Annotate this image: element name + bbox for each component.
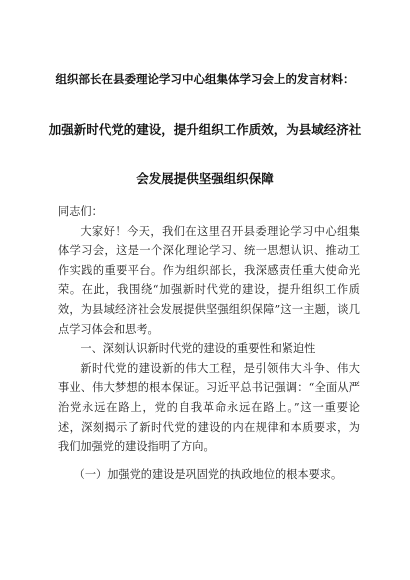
document-title-line-2: 加强新时代党的建设，提升组织工作质效，为县域经济社 [48,122,362,137]
salutation: 同志们： [58,205,103,218]
section-heading-1: 一、深刻认识新时代党的建设的重要性和紧迫性 [80,342,316,356]
subheading-1: （一）加强党的建设是巩固党的执政地位的根本要求。 [73,467,343,481]
document-title-line-1: 组织部长在县委理论学习中心组集体学习会上的发言材料： [55,72,355,86]
paragraph-section-1: 新时代党的建设新的伟大工程，是引领伟大斗争、伟大事业、伟大梦想的根本保证。习近平总书记强调：“全面从严治党永远在路上，党的自我革命永远在路上。”这一重要论述，深刻揭示了新时代党的建设的内在规律和本质要求，为我们加强党的建设指明了方向。 [58,361,360,454]
document-body [58,202,360,484]
paragraph-intro: 大家好！今天，我们在这里召开县委理论学习中心组集体学习会，这是一个深化理论学习、统一思想认识、推动工作实践的重要平台。作为组织部长，我深感责任重大使命光荣。在此，我围绕“加强新时代党的建设，提升组织工作质效，为县域经济社会发展提供坚强组织保障”这一主题，谈几点学习体会和思考。 [58,224,360,336]
document-title-line-3: 会发展提供坚强组织保障 [136,171,274,186]
